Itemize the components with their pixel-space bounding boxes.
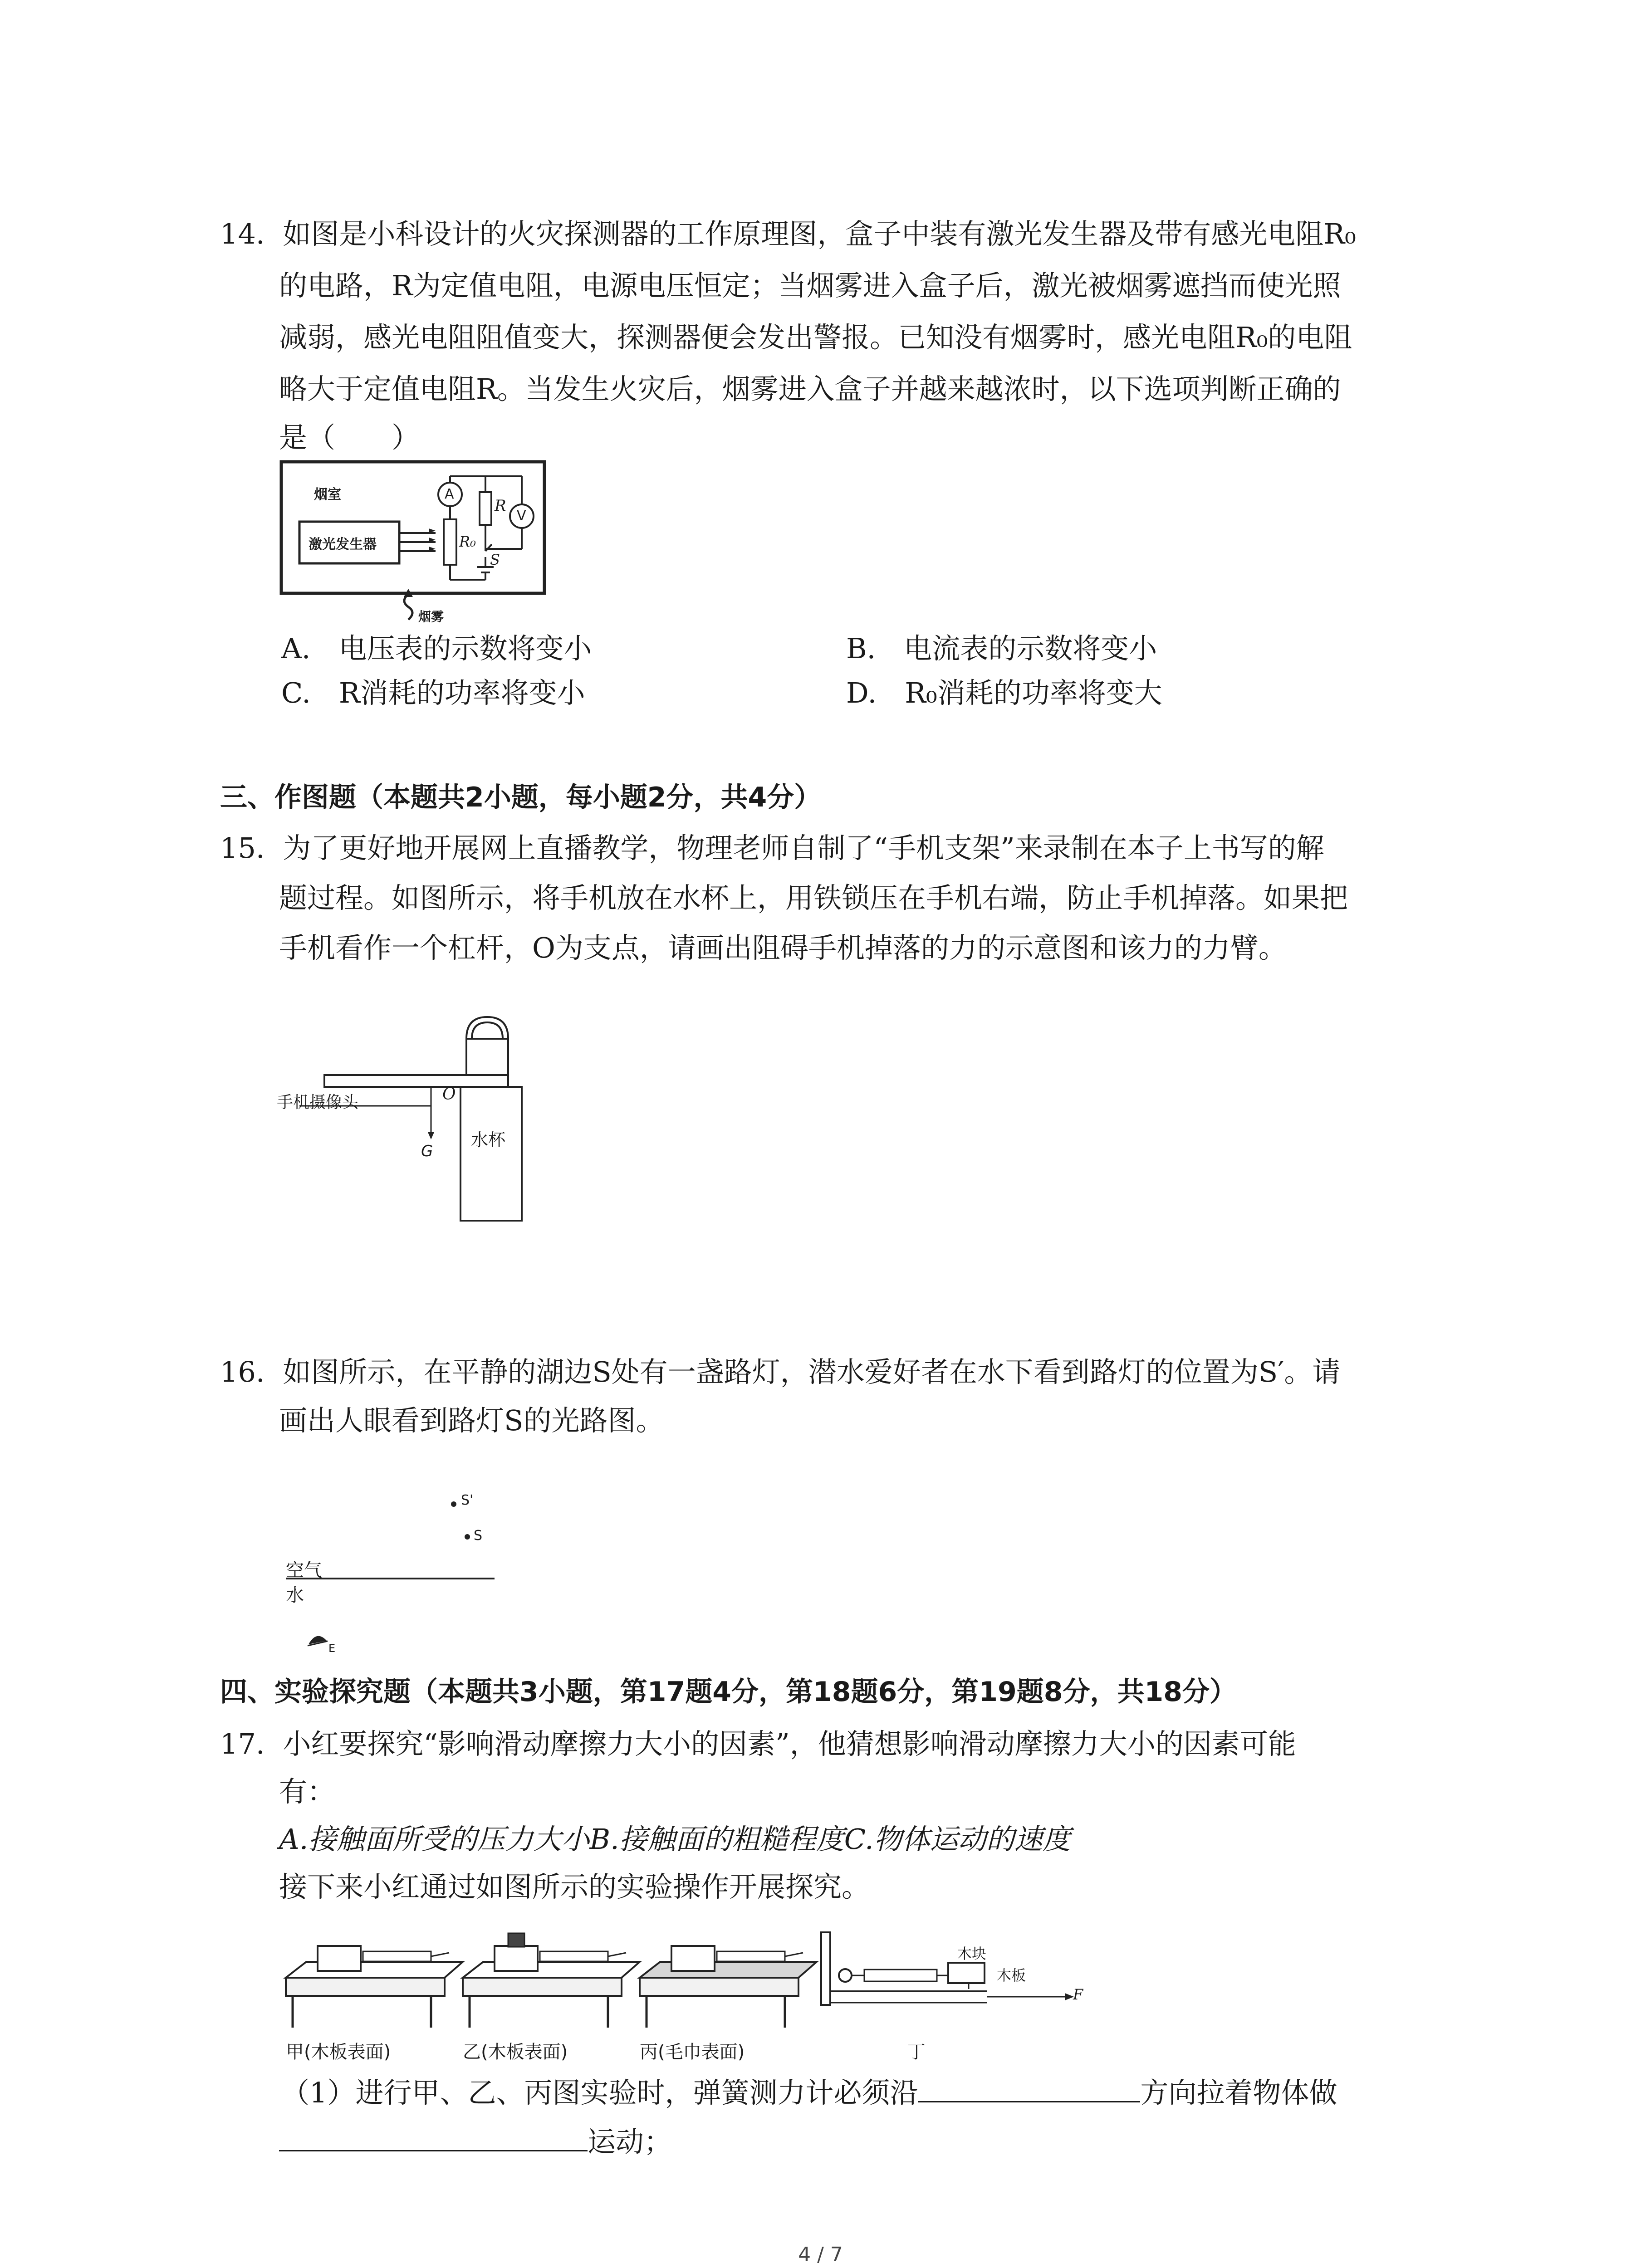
- option-d: D. R₀消耗的功率将变大: [846, 676, 1162, 709]
- q15-line2: 题过程。如图所示，将手机放在水杯上，用铁锁压在手机右端，防止手机掉落。如果把: [279, 881, 1348, 914]
- question-number: 14.: [220, 217, 265, 250]
- question-number: 15.: [220, 831, 265, 865]
- sub-question-text: 方向拉着物体做: [1140, 2076, 1337, 2109]
- option-c: C. R消耗的功率将变小: [281, 676, 585, 709]
- question-text: 小红要探究“影响滑动摩擦力大小的因素”，他猜想影响滑动摩擦力大小的因素可能: [283, 1727, 1296, 1760]
- page-number: 4 / 7: [798, 2243, 843, 2266]
- air-label: 空气: [286, 1560, 322, 1581]
- q14-line5: 是（ ）: [279, 421, 420, 454]
- option-b: B. 电流表的示数将变小: [846, 632, 1157, 665]
- question-text: 为了更好地开展网上直播教学，物理老师自制了“手机支架”来录制在本子上书写的解: [283, 831, 1324, 865]
- s-label: S: [474, 1528, 483, 1544]
- question-number: 16.: [220, 1355, 265, 1388]
- lake-figure: [281, 1488, 499, 1660]
- answer-blank-direction[interactable]: [918, 2074, 1140, 2102]
- question-number: 17.: [220, 1727, 265, 1760]
- figure-bing-caption: 丙(毛巾表面): [640, 2042, 745, 2063]
- q17-line2: 有：: [279, 1775, 336, 1808]
- s-prime-label: S': [461, 1492, 474, 1508]
- eye-label: E: [328, 1642, 336, 1655]
- option-a: A. 电压表的示数将变小: [281, 632, 592, 665]
- q14-line3: 减弱，感光电阻阻值变大，探测器便会发出警报。已知没有烟雾时，感光电阻R₀的电阻: [279, 321, 1352, 354]
- section-4-title: 四、实验探究题（本题共3小题，第17题4分，第18题6分，第19题8分，共18分）: [220, 1676, 1237, 1708]
- answer-blank-motion[interactable]: [279, 2123, 588, 2151]
- sub-question-text: （1）进行甲、乙、丙图实验时，弹簧测力计必须沿: [281, 2076, 918, 2109]
- section-3-title: 三、作图题（本题共2小题，每小题2分，共4分）: [220, 782, 822, 813]
- question-text: 如图所示，在平静的湖边S处有一盏路灯，潜水爱好者在水下看到路灯的位置为S′。请: [283, 1355, 1341, 1388]
- force-label: F: [1073, 1986, 1083, 2003]
- question-text: 如图是小科设计的火灾探测器的工作原理图，盒子中装有激光发生器及带有感光电阻R₀: [283, 217, 1356, 250]
- pivot-label: O: [442, 1085, 456, 1104]
- ammeter-symbol: A: [445, 486, 454, 502]
- figure-jia-caption: 甲(木板表面): [286, 2042, 391, 2063]
- room-label: 烟室: [314, 487, 341, 503]
- q16-line1: [220, 1354, 1340, 1390]
- cup-label: 水杯: [471, 1130, 506, 1150]
- camera-label: 手机摄像头: [277, 1093, 359, 1112]
- voltmeter-symbol: V: [517, 508, 526, 524]
- phone-stand-figure: [277, 1016, 531, 1229]
- laser-label: 激光发生器: [309, 537, 377, 552]
- q14-line2: 的电路，R为定值电阻，电源电压恒定；当烟雾进入盒子后，激光被烟雾遮挡而使光照: [279, 269, 1341, 302]
- smoke-label: 烟雾: [418, 609, 444, 624]
- block-label: 木块: [957, 1945, 987, 1962]
- figure-ding-caption: 丁: [907, 2042, 926, 2063]
- friction-experiment-figure: [279, 1919, 1132, 2068]
- q15-line3: 手机看作一个杠杆，O为支点，请画出阻碍手机掉落的力的示意图和该力的力臂。: [279, 931, 1287, 964]
- resistor-r-label: R: [495, 497, 506, 515]
- fire-detector-figure: [272, 458, 572, 626]
- switch-label: S: [490, 551, 500, 568]
- resistor-r0-label: R₀: [459, 533, 476, 550]
- q17-sub1-line2: [279, 2123, 672, 2160]
- sub-question-text: 运动；: [588, 2125, 672, 2158]
- q17-line1: [220, 1726, 1296, 1762]
- q17-line4: 接下来小红通过如图所示的实验操作开展探究。: [279, 1870, 870, 1903]
- q17-line3: A.接触面所受的压力大小B.接触面的粗糙程度C.物体运动的速度: [279, 1823, 1071, 1856]
- figure-yi-caption: 乙(木板表面): [463, 2042, 568, 2063]
- q15-line1: [220, 830, 1324, 866]
- q14-line4: 略大于定值电阻R。当发生火灾后，烟雾进入盒子并越来越浓时，以下选项判断正确的: [279, 372, 1341, 406]
- q14-line1: [220, 216, 1356, 252]
- board-label: 木板: [997, 1967, 1026, 1984]
- q17-sub1-line1: [281, 2074, 1337, 2111]
- gravity-label: G: [421, 1142, 433, 1160]
- water-label: 水: [286, 1585, 304, 1606]
- q16-line2: 画出人眼看到路灯S的光路图。: [279, 1404, 664, 1437]
